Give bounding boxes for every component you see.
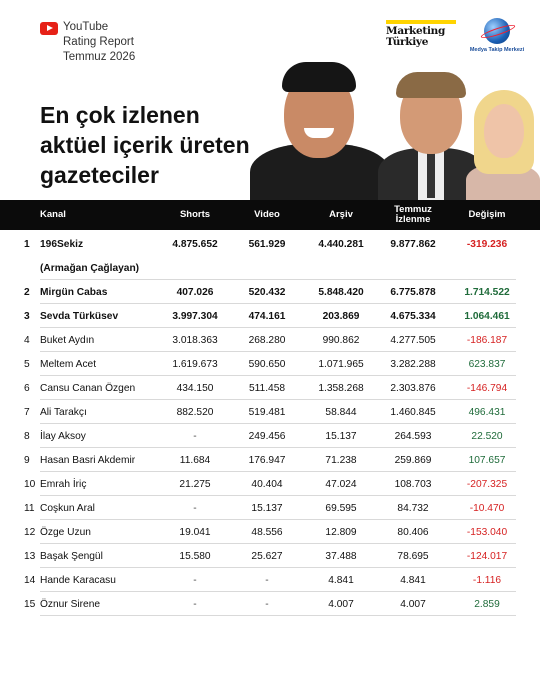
- temmuz-izlenme-cell: 1.460.845: [390, 406, 436, 418]
- rank-cell: 4: [24, 334, 30, 346]
- shorts-cell: 1.619.673: [172, 358, 218, 370]
- arsiv-cell: 69.595: [325, 502, 357, 514]
- arsiv-cell: 4.841: [328, 574, 354, 586]
- rank-cell: 2: [24, 286, 30, 298]
- arsiv-cell: 203.869: [322, 310, 360, 322]
- video-cell: 15.137: [251, 502, 283, 514]
- channel-name-cell: Mirgün Cabas: [40, 286, 108, 298]
- table-row: [0, 520, 540, 544]
- temmuz-izlenme-cell: 78.695: [397, 550, 429, 562]
- globe-icon: [484, 18, 510, 44]
- shorts-cell: 3.997.304: [172, 310, 218, 322]
- mtm-logo-text: Medya Takip Merkezi: [469, 47, 525, 53]
- channel-name-cell: Meltem Acet: [40, 358, 97, 370]
- table-row: [0, 304, 540, 328]
- table-row: [0, 472, 540, 496]
- arsiv-cell: 47.024: [325, 478, 357, 490]
- arsiv-cell: 12.809: [325, 526, 357, 538]
- header-temmuz-line2: İzlenme: [395, 214, 431, 225]
- channel-name-cell: 196Sekiz: [40, 238, 84, 250]
- degisim-cell: -207.325: [466, 478, 508, 490]
- title-line-2: aktüel içerik üreten: [40, 132, 250, 158]
- table-row: [0, 544, 540, 568]
- rank-cell: 9: [24, 454, 30, 466]
- shorts-cell: -: [193, 598, 197, 610]
- arsiv-cell: 71.238: [325, 454, 357, 466]
- shorts-cell: -: [193, 430, 197, 442]
- temmuz-izlenme-cell: 4.841: [400, 574, 426, 586]
- degisim-cell: 2.859: [474, 598, 500, 610]
- arsiv-cell: 58.844: [325, 406, 357, 418]
- report-period: Temmuz 2026: [63, 51, 136, 63]
- table-row: [0, 280, 540, 304]
- channel-name-cell: Sevda Türküsev: [40, 310, 119, 322]
- temmuz-izlenme-cell: 9.877.862: [390, 238, 436, 250]
- header-arsiv: Arşiv: [329, 209, 353, 220]
- rank-cell: 11: [24, 502, 35, 514]
- degisim-cell: 496.431: [468, 406, 506, 418]
- rank-cell: 3: [24, 310, 30, 322]
- row-divider: [40, 615, 516, 616]
- shorts-cell: -: [193, 502, 197, 514]
- arsiv-cell: 1.071.965: [318, 358, 364, 370]
- header-degisim: Değişim: [468, 209, 506, 220]
- temmuz-izlenme-cell: 84.732: [397, 502, 429, 514]
- youtube-play-icon: [40, 22, 58, 35]
- channel-owner-cell: (Armağan Çağlayan): [40, 262, 140, 274]
- rank-cell: 8: [24, 430, 30, 442]
- table-header: [0, 200, 540, 230]
- rank-cell: 13: [24, 550, 36, 562]
- degisim-cell: 107.657: [468, 454, 506, 466]
- video-cell: 176.947: [248, 454, 286, 466]
- shorts-cell: 21.275: [179, 478, 211, 490]
- table-row: [0, 592, 540, 616]
- degisim-cell: 1.064.461: [464, 310, 510, 322]
- logo-accent-bar: [386, 20, 456, 24]
- portrait-photo-1: [242, 58, 392, 200]
- rank-cell: 5: [24, 358, 30, 370]
- video-cell: 40.404: [251, 478, 283, 490]
- shorts-cell: -: [193, 574, 197, 586]
- video-cell: 25.627: [251, 550, 283, 562]
- channel-name-cell: Buket Aydın: [40, 334, 95, 346]
- header-temmuz-izlenme: [376, 200, 450, 230]
- video-cell: -: [265, 574, 269, 586]
- arsiv-cell: 4.007: [328, 598, 354, 610]
- channel-name-cell: Cansu Canan Özgen: [40, 382, 136, 394]
- title-line-1: En çok izlenen: [40, 102, 200, 128]
- shorts-cell: 407.026: [176, 286, 214, 298]
- arsiv-cell: 4.440.281: [318, 238, 364, 250]
- marketing-turkiye-logo: [386, 20, 456, 48]
- video-cell: 519.481: [248, 406, 286, 418]
- video-cell: 511.458: [248, 382, 286, 394]
- table-row: [0, 496, 540, 520]
- video-cell: 590.650: [248, 358, 286, 370]
- degisim-cell: 1.714.522: [464, 286, 510, 298]
- title-line-3: gazeteciler: [40, 162, 159, 188]
- degisim-cell: -10.470: [469, 502, 505, 514]
- degisim-cell: -153.040: [466, 526, 508, 538]
- header-video: Video: [254, 209, 280, 220]
- temmuz-izlenme-cell: 108.703: [394, 478, 432, 490]
- header-temmuz-line1: Temmuz: [394, 204, 432, 215]
- shorts-cell: 882.520: [176, 406, 214, 418]
- temmuz-izlenme-cell: 259.869: [394, 454, 432, 466]
- report-title: Rating Report: [63, 36, 134, 48]
- logo-text-line2: Türkiye: [386, 36, 429, 48]
- video-cell: 474.161: [248, 310, 286, 322]
- degisim-cell: -1.116: [472, 574, 502, 586]
- channel-name-cell: Öznur Sirene: [40, 598, 101, 610]
- temmuz-izlenme-cell: 6.775.878: [390, 286, 436, 298]
- rank-cell: 7: [24, 406, 30, 418]
- video-cell: 561.929: [248, 238, 286, 250]
- channel-name-cell: Hande Karacasu: [40, 574, 116, 586]
- temmuz-izlenme-cell: 4.277.505: [390, 334, 436, 346]
- header-kanal: Kanal: [40, 209, 66, 220]
- temmuz-izlenme-cell: 2.303.876: [390, 382, 436, 394]
- channel-name-cell: Ali Tarakçı: [40, 406, 87, 418]
- degisim-cell: -319.236: [466, 238, 508, 250]
- rank-cell: 14: [24, 574, 36, 586]
- degisim-cell: 22.520: [471, 430, 503, 442]
- temmuz-izlenme-cell: 4.007: [400, 598, 426, 610]
- channel-name-cell: Özge Uzun: [40, 526, 91, 538]
- channel-name-cell: Emrah İriç: [40, 478, 87, 490]
- platform-label: YouTube: [63, 21, 109, 33]
- table-row: [0, 232, 540, 280]
- arsiv-cell: 15.137: [325, 430, 357, 442]
- ratings-table-body: [0, 232, 540, 616]
- shorts-cell: 3.018.363: [172, 334, 218, 346]
- degisim-cell: -146.794: [466, 382, 508, 394]
- shorts-cell: 4.875.652: [172, 238, 218, 250]
- report-meta: [63, 20, 193, 65]
- arsiv-cell: 990.862: [322, 334, 360, 346]
- arsiv-cell: 5.848.420: [318, 286, 364, 298]
- temmuz-izlenme-cell: 3.282.288: [390, 358, 436, 370]
- table-row: [0, 400, 540, 424]
- header-shorts: Shorts: [179, 209, 211, 220]
- shorts-cell: 19.041: [179, 526, 211, 538]
- video-cell: 520.432: [248, 286, 286, 298]
- table-row: [0, 376, 540, 400]
- channel-name-cell: Coşkun Aral: [40, 502, 95, 514]
- temmuz-izlenme-cell: 4.675.334: [390, 310, 436, 322]
- medya-takip-merkezi-logo: [466, 18, 528, 59]
- channel-name-cell: Başak Şengül: [40, 550, 103, 562]
- channel-name-cell: İlay Aksoy: [40, 430, 86, 442]
- arsiv-cell: 37.488: [325, 550, 357, 562]
- table-row: [0, 328, 540, 352]
- temmuz-izlenme-cell: 80.406: [397, 526, 429, 538]
- rank-cell: 6: [24, 382, 30, 394]
- shorts-cell: 15.580: [179, 550, 211, 562]
- degisim-cell: 623.837: [468, 358, 506, 370]
- table-row: [0, 352, 540, 376]
- logo-text-line1: Marketing: [386, 25, 446, 37]
- video-cell: 249.456: [248, 430, 286, 442]
- rank-cell: 12: [24, 526, 36, 538]
- shorts-cell: 434.150: [176, 382, 214, 394]
- arsiv-cell: 1.358.268: [318, 382, 364, 394]
- degisim-cell: -186.187: [466, 334, 508, 346]
- shorts-cell: 11.684: [179, 454, 211, 466]
- channel-name-cell: Hasan Basri Akdemir: [40, 454, 136, 466]
- degisim-cell: -124.017: [466, 550, 508, 562]
- mtm-logo-tagline: [466, 54, 528, 59]
- rank-cell: 10: [24, 478, 36, 490]
- video-cell: -: [265, 598, 269, 610]
- rank-cell: 15: [24, 598, 36, 610]
- table-row: [0, 448, 540, 472]
- portrait-photo-3: [466, 86, 540, 200]
- video-cell: 48.556: [251, 526, 283, 538]
- table-row: [0, 424, 540, 448]
- temmuz-izlenme-cell: 264.593: [394, 430, 432, 442]
- table-row: [0, 568, 540, 592]
- rank-cell: 1: [24, 238, 30, 250]
- video-cell: 268.280: [248, 334, 286, 346]
